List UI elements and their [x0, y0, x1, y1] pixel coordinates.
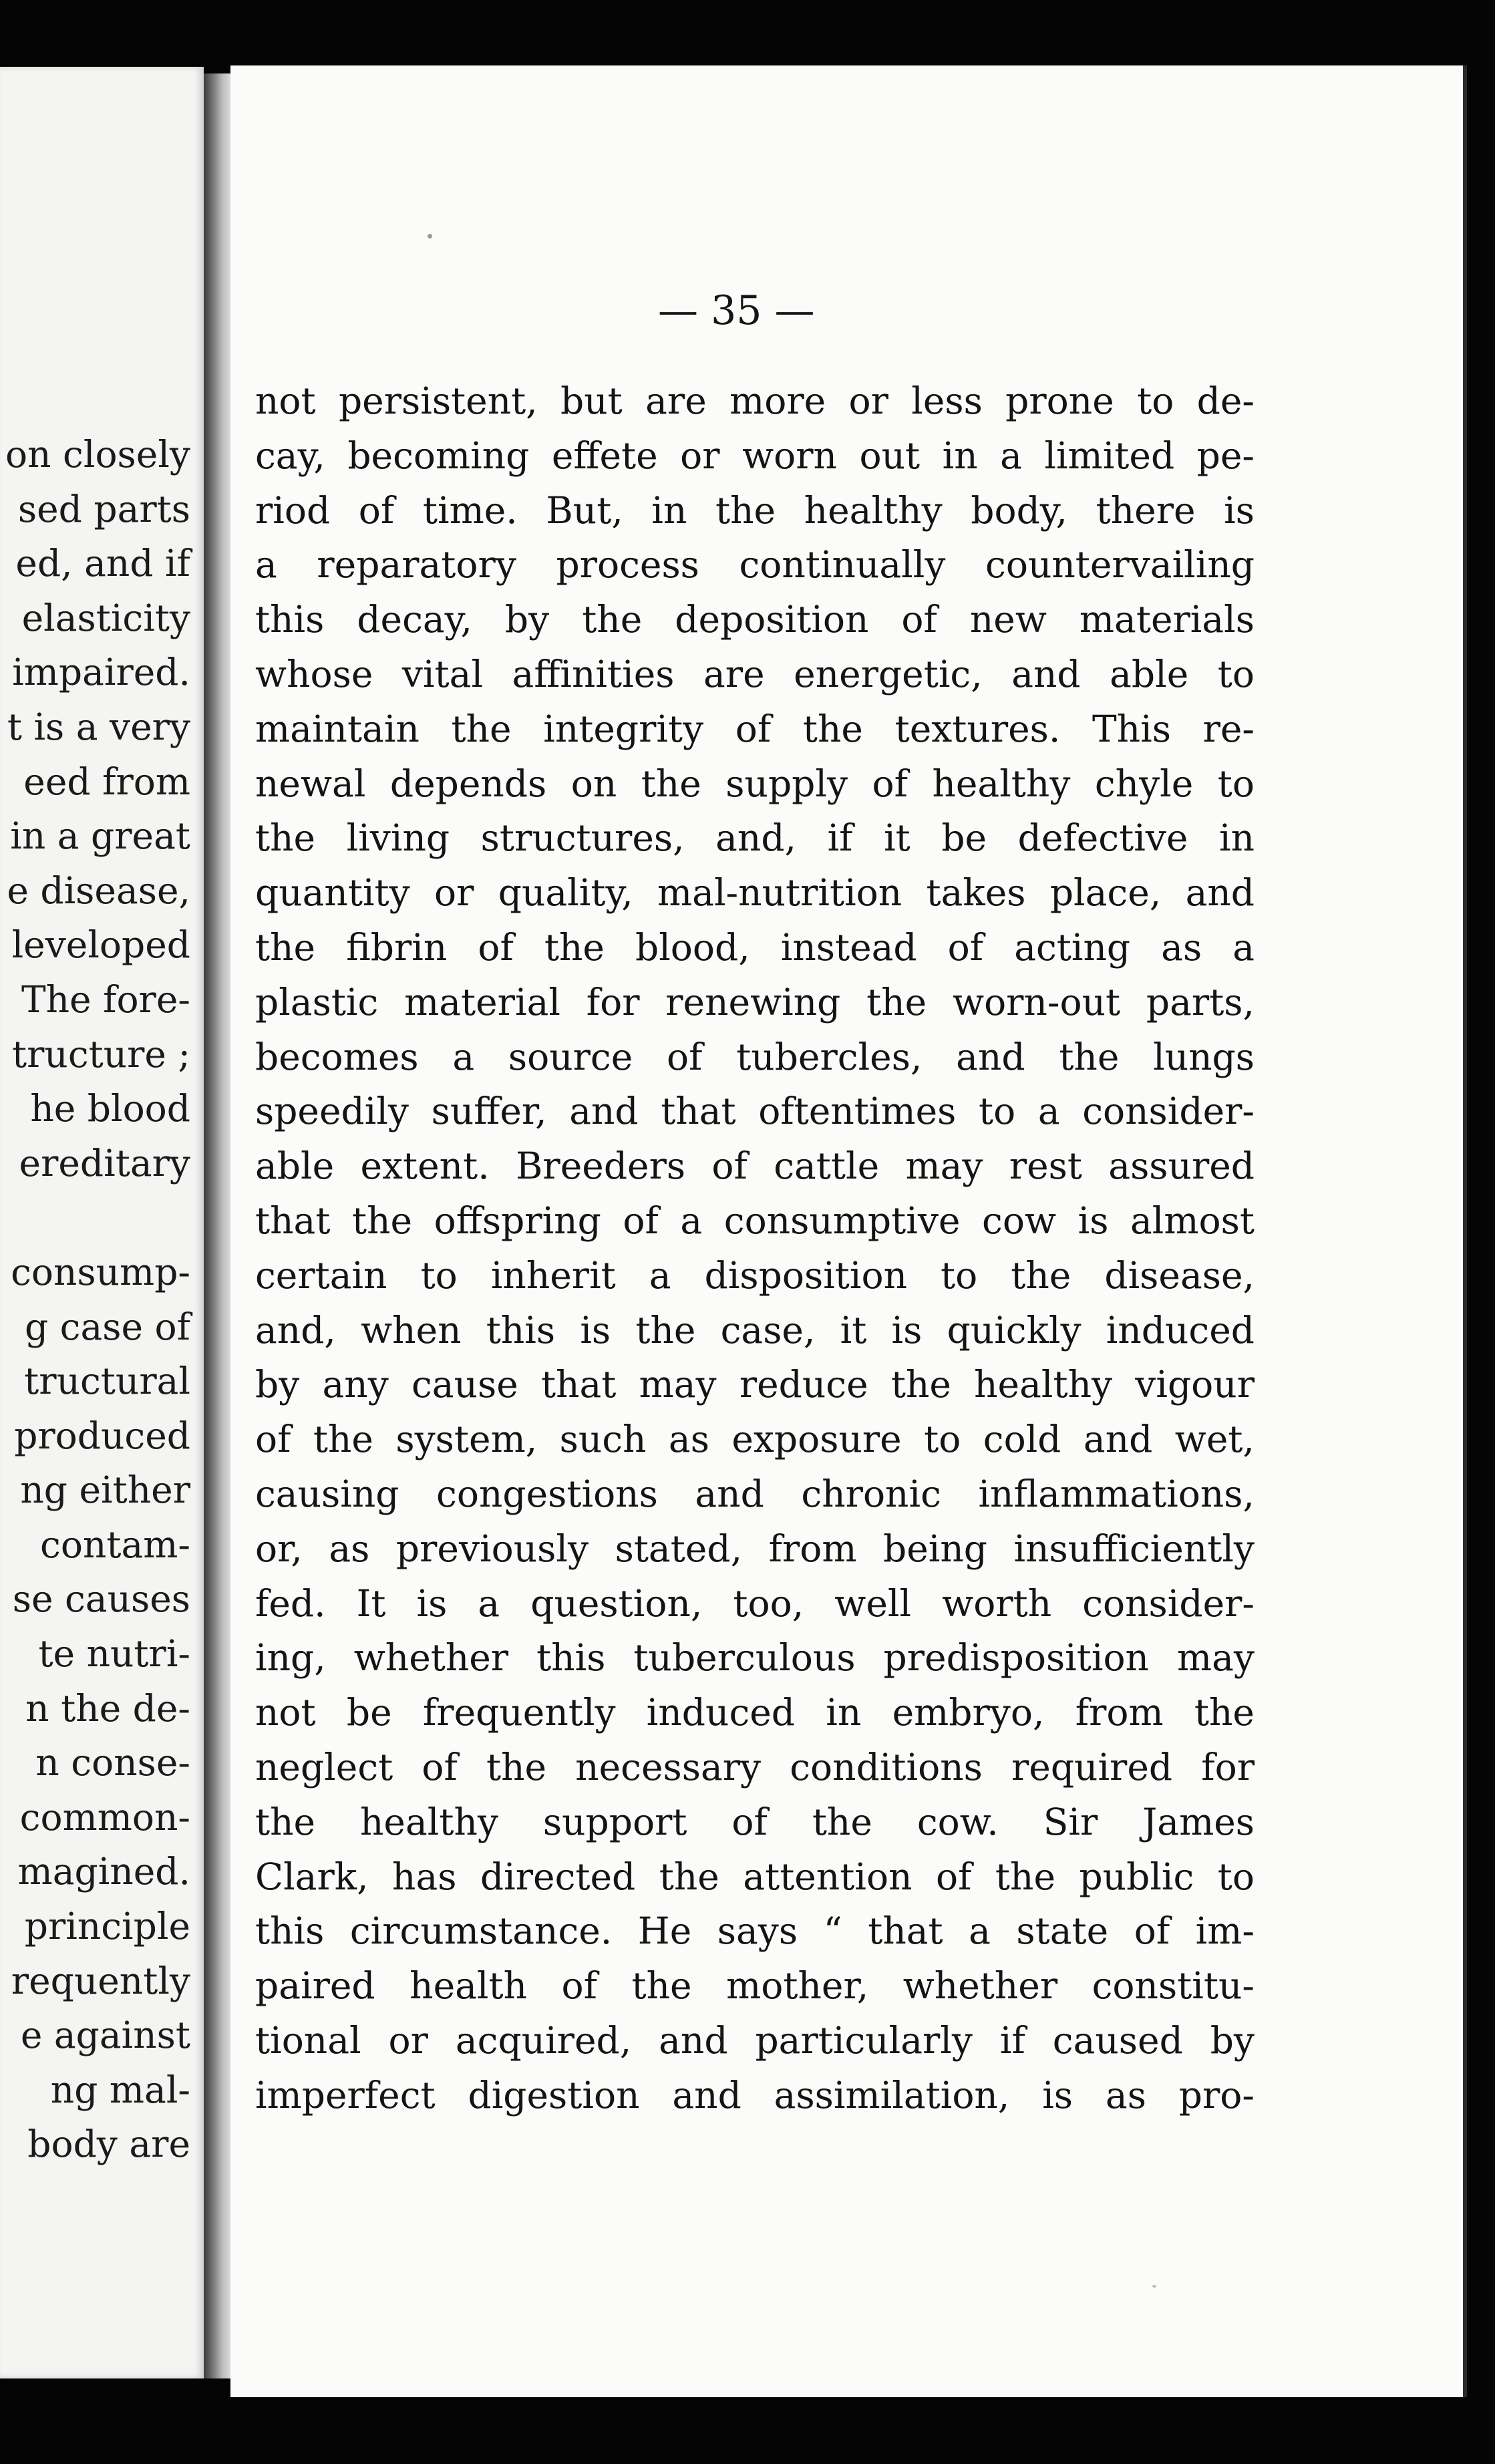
left-page-line: e against: [20, 2014, 190, 2057]
book-gutter: [204, 73, 230, 2378]
left-page-line: magined.: [17, 1850, 190, 1893]
text-line: ing, whether this tuberculous predisposition may: [255, 1636, 1255, 1680]
page-number: — 35 —: [658, 287, 815, 334]
text-line: this circumstance. He says “ that a state of im-: [255, 1909, 1255, 1953]
left-page-line: on closely: [5, 433, 190, 476]
text-line: able extent. Breeders of cattle may rest assured: [255, 1144, 1255, 1188]
left-page-line: produced: [14, 1414, 190, 1457]
text-line: whose vital affinities are energetic, and able to: [255, 652, 1255, 696]
left-page-line: e disease,: [7, 869, 190, 912]
text-line: Clark, has directed the attention of the public to: [255, 1855, 1255, 1898]
left-page-line: The fore-: [21, 977, 190, 1021]
text-line: not persistent, but are more or less prone to de-: [255, 379, 1255, 422]
speck: [428, 234, 432, 239]
left-page-text: [0, 428, 190, 2172]
left-page-line: t is a very: [7, 705, 190, 748]
body-text: [255, 374, 1255, 2123]
text-line: neglect of the necessary conditions required for: [255, 1745, 1255, 1789]
text-line: the healthy support of the cow. Sir James: [255, 1800, 1255, 1843]
left-page-line: impaired.: [12, 651, 190, 694]
text-line: quantity or quality, mal-nutrition takes place, and: [255, 871, 1255, 915]
text-line: causing congestions and chronic inflammations,: [255, 1472, 1255, 1515]
left-page-line: g case of: [24, 1305, 190, 1348]
left-page-line: ed, and if: [15, 542, 190, 585]
left-page-line: ng either: [20, 1469, 190, 1512]
text-line: the living structures, and, if it be defective in: [255, 816, 1255, 860]
left-page-line: ng mal-: [50, 2068, 190, 2111]
text-line: and, when this is the case, it is quickly induced: [255, 1308, 1255, 1352]
left-page: [0, 67, 204, 2378]
text-line: becomes a source of tubercles, and the lungs: [255, 1035, 1255, 1078]
left-page-line: leveloped: [11, 923, 190, 967]
text-line: speedily suffer, and that oftentimes to a consider-: [255, 1090, 1255, 1133]
text-line: that the offspring of a consumptive cow is almost: [255, 1199, 1255, 1242]
left-page-line: consump-: [11, 1250, 190, 1293]
text-line: imperfect digestion and assimilation, is as pro-: [255, 2073, 1255, 2117]
left-page-line: contam-: [40, 1523, 190, 1566]
left-page-line: ereditary: [19, 1141, 190, 1185]
text-line: a reparatory process continually countervailing: [255, 543, 1255, 587]
text-line: certain to inherit a disposition to the disease,: [255, 1253, 1255, 1297]
left-page-line: body are: [27, 2123, 190, 2166]
left-page-line: common-: [19, 1795, 190, 1839]
text-line: of the system, such as exposure to cold and wet,: [255, 1418, 1255, 1461]
left-page-line: in a great: [10, 814, 190, 858]
left-page-line: n the de-: [25, 1686, 190, 1730]
text-line: fed. It is a question, too, well worth consider-: [255, 1581, 1255, 1625]
left-page-line: se causes: [12, 1577, 190, 1621]
text-line: not be frequently induced in embryo, from the: [255, 1691, 1255, 1734]
text-line: or, as previously stated, from being insufficiently: [255, 1527, 1255, 1570]
text-line: newal depends on the supply of healthy chyle to: [255, 762, 1255, 805]
text-line: cay, becoming effete or worn out in a limited pe-: [255, 434, 1255, 477]
text-line: this decay, by the deposition of new materials: [255, 598, 1255, 641]
left-page-line: principle: [24, 1905, 190, 1948]
text-line: paired health of the mother, whether constitu-: [255, 1964, 1255, 2008]
left-page-line: eed from: [23, 760, 190, 803]
text-line: plastic material for renewing the worn-out parts,: [255, 980, 1255, 1024]
speck: [1152, 2285, 1156, 2288]
left-page-line: requently: [11, 1959, 190, 2002]
text-line: riod of time. But, in the healthy body, there is: [255, 488, 1255, 532]
left-page-line: n conse-: [35, 1741, 190, 1785]
left-page-line: te nutri-: [38, 1632, 190, 1676]
text-line: by any cause that may reduce the healthy vigour: [255, 1363, 1255, 1406]
text-line: the fibrin of the blood, instead of acting as a: [255, 925, 1255, 969]
left-page-line: elasticity: [21, 596, 190, 639]
left-page-line: sed parts: [17, 487, 190, 530]
text-line: maintain the integrity of the textures. This re-: [255, 707, 1255, 750]
left-page-line: tructure ;: [12, 1032, 190, 1076]
left-page-line: he blood: [30, 1087, 190, 1130]
left-page-line: tructural: [24, 1360, 190, 1403]
text-line: tional or acquired, and particularly if caused by: [255, 2018, 1255, 2062]
left-page-line: [0, 1191, 190, 1245]
